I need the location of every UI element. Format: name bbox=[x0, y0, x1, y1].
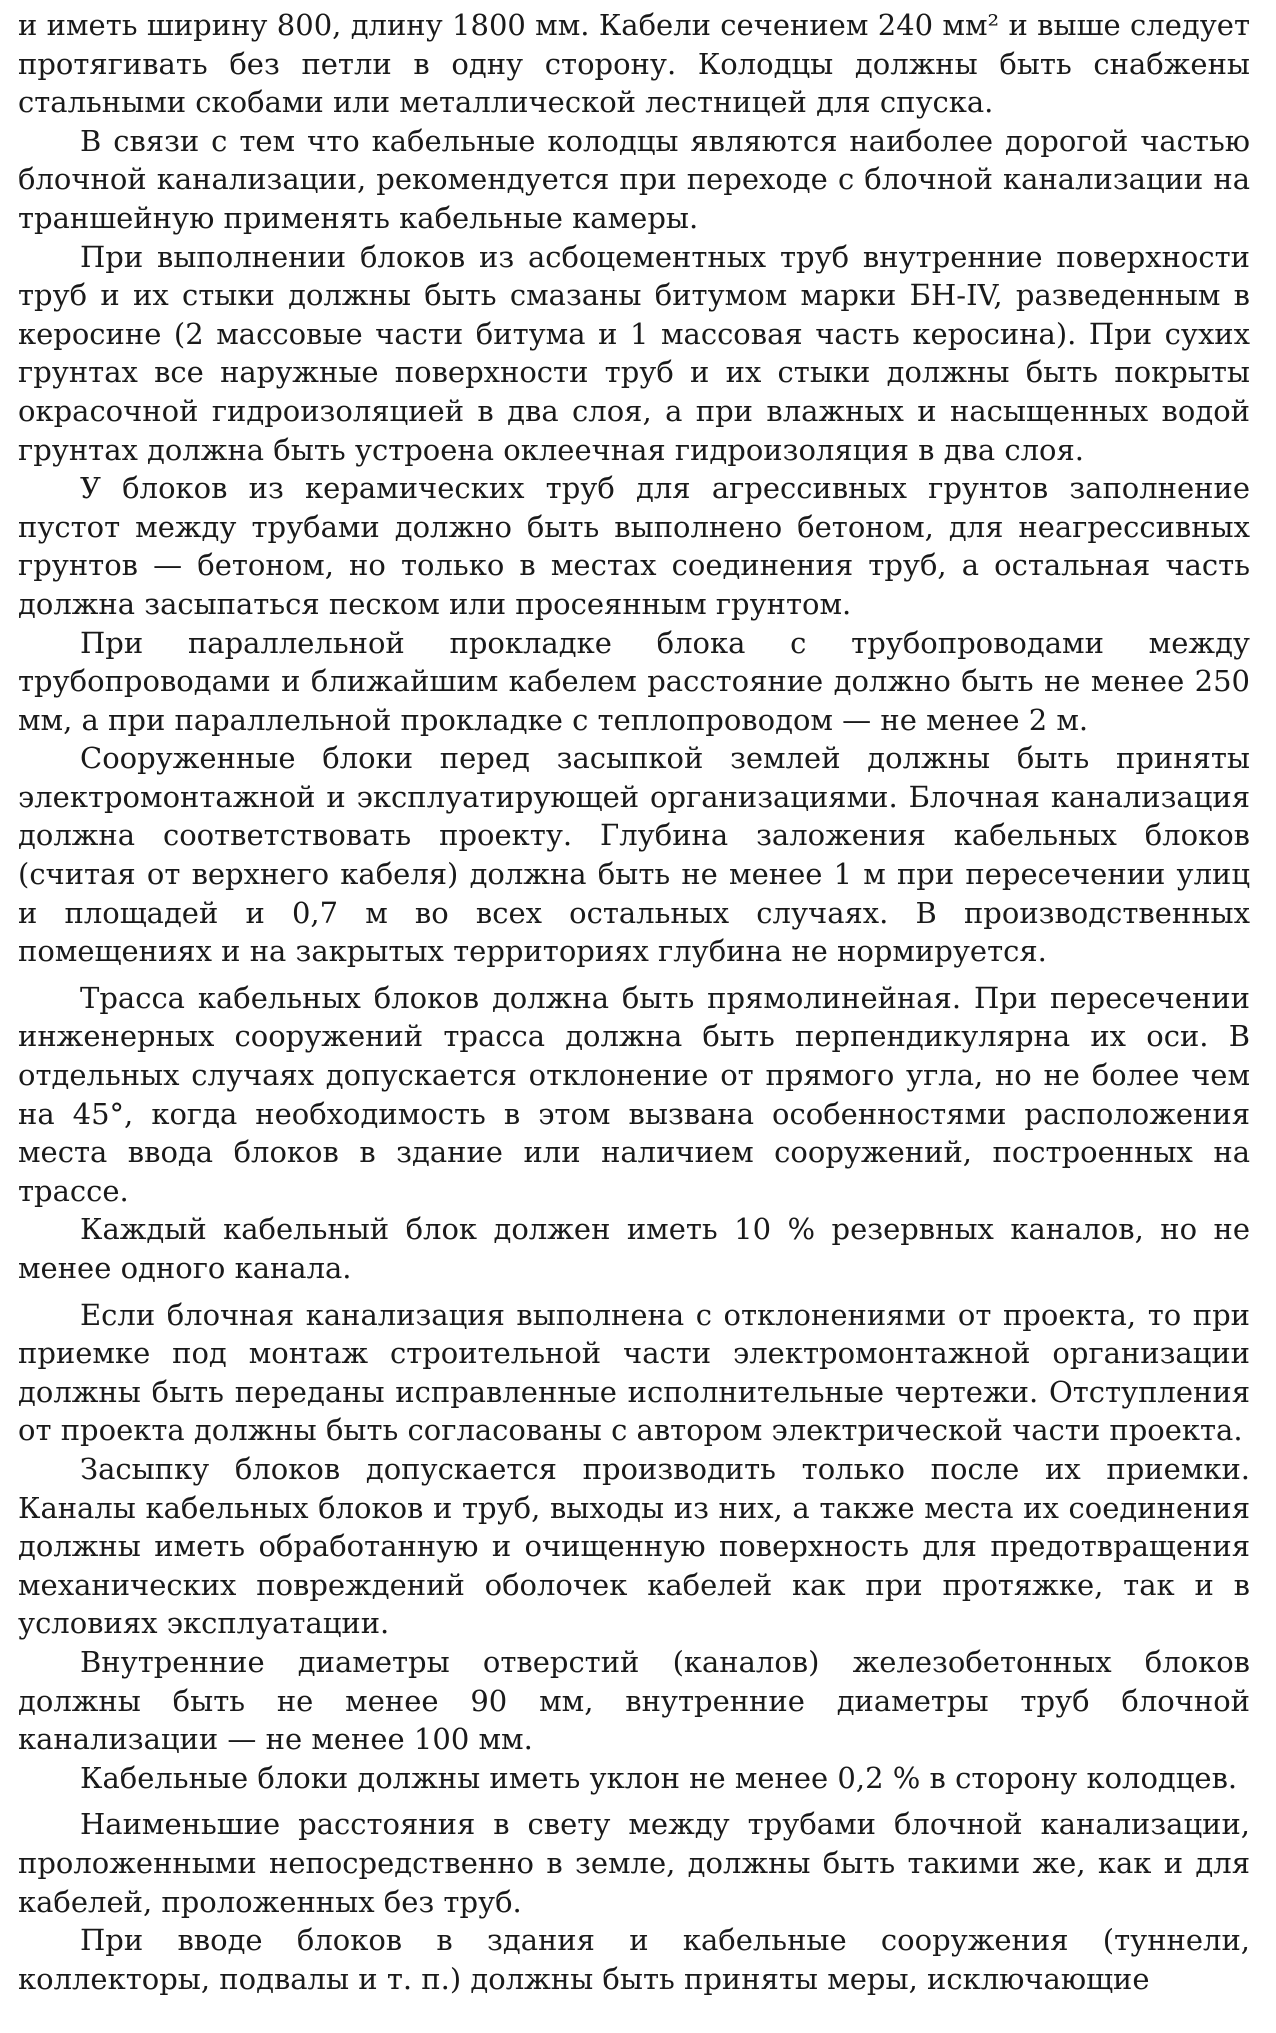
paragraph-asbestos-pipes: При выполнении блоков из асбоцементных труб внутренние поверхности труб и их стыки должны быть смазаны битумом марки БН-IV, разведенным в керосине (2 массовые части битума и 1 массовая часть керосина). При сухих грунтах все наружные поверхности труб и их стыки должны быть покрыты окрасочной гидроизоляцией в два слоя, а при влажных и насыщенных водой грунтах должна быть устроена оклеечная гидроизоляция в два слоя. bbox=[18, 239, 1250, 467]
paragraph-slope: Кабельные блоки должны иметь уклон не менее 0,2 % в сторону колодцев. bbox=[80, 1760, 1238, 1795]
paragraph-cable-wells-cost: В связи с тем что кабельные колодцы являются наиболее дорогой частью блочной канализации, рекомендуется при переходе с блочной канализации на траншейную применять кабельные камеры. bbox=[18, 123, 1250, 235]
paragraph-backfill: Засыпку блоков допускается производить только после их приемки. Каналы кабельных блоков и труб, выходы из них, а также места их соединения должны иметь обработанную и очищенную поверхность для предотвращения механических повреждений оболочек кабелей как при протяжке, так и в условиях эксплуатации. bbox=[18, 1451, 1250, 1641]
paragraph-deviations: Если блочная канализация выполнена с отклонениями от проекта, то при приемке под монтаж строительной части электромонтажной организации должны быть переданы исправленные исполнительные чертежи. Отступления от проекта должны быть согласованы с автором электрической части проекта. bbox=[18, 1297, 1250, 1448]
paragraph-diameters: Внутренние диаметры отверстий (каналов) железобетонных блоков должны быть не менее 90 мм, внутренние диаметры труб блочной канализации — не менее 100 мм. bbox=[18, 1644, 1250, 1757]
paragraph-continuation: и иметь ширину 800, длину 1800 мм. Кабели сечением 240 мм² и выше следует протягивать без петли в одну сторону. Колодцы должны быть снабжены стальными скобами или металлической лестницей для спуска. bbox=[18, 8, 1250, 120]
paragraph-ceramic-pipes: У блоков из керамических труб для агрессивных грунтов заполнение пустот между трубами должно быть выполнено бетоном, для неагрессивных грунтов — бетоном, но только в местах соединения труб, а остальная часть должна засыпаться песком или просеянным грунтом. bbox=[18, 471, 1250, 621]
document-page bbox=[18, 6, 1250, 1998]
paragraph-route: Трасса кабельных блоков должна быть прямолинейная. При пересечении инженерных сооружений трасса должна быть перпендикулярна их оси. В отдельных случаях допускается отклонение от прямого угла, но не более чем на 45°, когда необходимость в этом вызвана особенностями расположения места ввода блоков в здание или наличием сооружений, построенных на трассе. bbox=[18, 980, 1250, 1208]
paragraph-reserve-channels: Каждый кабельный блок должен иметь 10 % резервных каналов, но не менее одного канала. bbox=[18, 1212, 1250, 1285]
paragraph-building-entry: При вводе блоков в здания и кабельные сооружения (туннели, коллекторы, подвалы и т. п.) должны быть приняты меры, исключающие bbox=[18, 1923, 1250, 1996]
paragraph-block-acceptance: Сооруженные блоки перед засыпкой землей должны быть приняты электромонтажной и эксплуатирующей организациями. Блочная канализация должна соответствовать проекту. Глубина заложения кабельных блоков (считая от верхнего кабеля) должна быть не менее 1 м при пересечении улиц и площадей и 0,7 м во всех остальных случаях. В производственных помещениях и на закрытых территориях глубина не нормируется. bbox=[18, 741, 1250, 969]
paragraph-parallel-laying: При параллельной прокладке блока с трубопроводами между трубопроводами и ближайшим кабелем расстояние должно быть не менее 250 мм, а при параллельной прокладке с теплопроводом — не менее 2 м. bbox=[18, 625, 1250, 737]
paragraph-clearances: Наименьшие расстояния в свету между трубами блочной канализации, проложенными непосредственно в земле, должны быть такими же, как и для кабелей, проложенных без труб. bbox=[18, 1807, 1250, 1919]
